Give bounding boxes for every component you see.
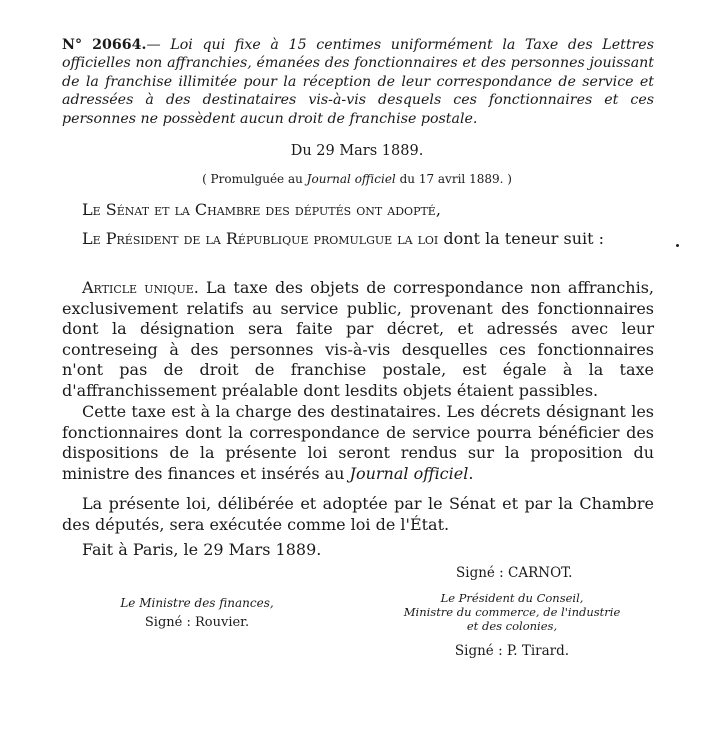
president-clause: Le Président de la République promulgue la loi: [82, 229, 439, 248]
finance-minister-role: Le Ministre des finances,: [120, 596, 274, 610]
article-paragraph: [62, 278, 654, 401]
charge-text: Cette taxe est à la charge des destinataires. Les décrets désignant les fonctionnaires dont la correspondance de service pourra bénéficier des dispositions de la présente loi seront rendus sur la proposition du ministre des finances et insérés au: [62, 402, 654, 483]
council-president-role-3: et des colonies,: [466, 619, 558, 633]
signature-carnot: Signé : CARNOT.: [456, 565, 573, 581]
law-title: Loi qui fixe à 15 centimes uniformément la Taxe des Lettres officielles non affranchies, émanées des fonctionnaires et des personnes jouissant de la franchise illimitée pour la réception de leur correspondance de service et adressées à des destinataires vis-à-vis desquels ces fonctionnaires et ces personnes ne possèdent aucun droit de franchise postale.: [62, 37, 654, 127]
charge-end: .: [468, 463, 474, 483]
article-label: Article unique.: [82, 278, 199, 297]
promulgation-note: [0, 172, 714, 186]
adoption-paragraph: Le Sénat et la Chambre des députés ont adopté,: [82, 200, 441, 219]
president-clause-rest: dont la teneur suit :: [438, 229, 605, 248]
promulgation-paragraph: [62, 229, 654, 250]
charge-paragraph: [62, 402, 654, 484]
promulgation-journal: Journal officiel: [306, 172, 396, 186]
header-dash: —: [146, 37, 171, 53]
execution-paragraph: La présente loi, délibérée et adoptée par le Sénat et par la Chambre des députés, sera exécutée comme loi de l'État.: [62, 494, 654, 534]
promulgation-suffix: du 17 avril 1889. ): [395, 172, 512, 186]
margin-mark: [676, 244, 679, 247]
law-header: [62, 36, 654, 128]
council-president-name: Signé : P. Tirard.: [454, 643, 570, 659]
finance-minister-name: Signé : Rouvier.: [144, 615, 250, 630]
signature-council-president: [390, 591, 634, 633]
signature-finance-minister: [90, 593, 304, 633]
council-president-role-1: Le Président du Conseil,: [440, 591, 584, 605]
charge-journal: Journal officiel: [349, 463, 469, 483]
law-date: Du 29 Mars 1889.: [290, 143, 424, 159]
fait-paragraph: Fait à Paris, le 29 Mars 1889.: [82, 540, 322, 559]
article-text: La taxe des objets de correspondance non affranchis, exclusivement relatifs au service public, provenant des fonctionnaires dont la désignation sera faite par décret, et adressés avec leur contreseing à des personnes vis-à-vis desquelles ces fonctionnaires n'ont pas de droit de franchise postale, est égale à la taxe d'affranchissement préalable dont lesdits objets étaient passibles.: [62, 278, 654, 400]
law-number: N° 20664.: [62, 37, 147, 53]
council-president-role-2: Ministre du commerce, de l'industrie: [403, 605, 621, 619]
promulgation-prefix: ( Promulguée au: [202, 172, 307, 186]
